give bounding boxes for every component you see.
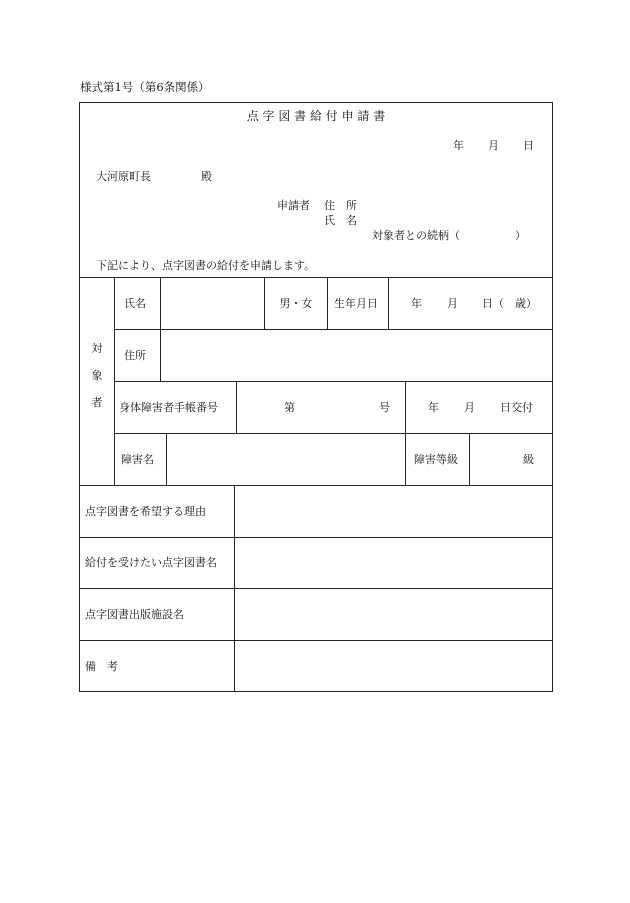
target-address-field[interactable] (161, 330, 552, 380)
date-month-label: 月 (488, 139, 499, 152)
target-name-label: 氏名 (124, 297, 146, 310)
book-title-field[interactable] (235, 538, 552, 587)
form-id: 様式第1号（第6条関係） (80, 80, 210, 94)
handbook-number-label: 身体障害者手帳番号 (119, 401, 218, 414)
applicant-label: 申請者 (277, 199, 310, 212)
birth-date-label: 生年月日 (334, 297, 378, 310)
handbook-number-prefix: 第 (284, 401, 295, 414)
publisher-label: 点字図書出版施設名 (85, 608, 184, 621)
birth-month-label: 月 (447, 297, 458, 310)
target-section-label: 対 象 者 (91, 342, 103, 409)
disability-grade-field[interactable] (470, 434, 552, 484)
divider (264, 277, 265, 329)
applicant-relation-label: 対象者との続柄（ ） (372, 229, 526, 242)
addressee-honorific: 殿 (201, 170, 212, 183)
applicant-address-label: 住 所 (324, 199, 357, 212)
form-title: 点 字 図 書 給 付 申 請 書 (246, 109, 386, 123)
statement-text: 下記により、点字図書の給付を申請します。 (96, 259, 316, 272)
gender-selector[interactable]: 男・女 (279, 297, 313, 310)
publisher-field[interactable] (235, 589, 552, 639)
applicant-name-label: 氏 名 (324, 214, 357, 227)
disability-name-label: 障害名 (121, 453, 154, 466)
date-year-label: 年 (453, 139, 464, 152)
divider (114, 277, 115, 485)
issue-year-label: 年 (428, 401, 439, 414)
addressee-name: 大河原町長 (96, 170, 151, 183)
reason-field[interactable] (235, 486, 552, 536)
remarks-label: 備 考 (85, 660, 118, 673)
issue-month-label: 月 (464, 401, 475, 414)
target-name-field[interactable] (161, 278, 263, 328)
book-title-label: 給付を受けたい点字図書名 (85, 556, 217, 569)
handbook-number-suffix: 号 (379, 401, 390, 414)
grade-suffix: 級 (523, 453, 534, 466)
issue-day-label: 日交付 (500, 401, 533, 414)
divider (327, 277, 328, 329)
date-day-label: 日 (523, 139, 534, 152)
birth-day-age-label: 日（ 歳） (482, 297, 537, 310)
target-address-label: 住所 (124, 349, 146, 362)
remarks-field[interactable] (235, 641, 552, 691)
reason-label: 点字図書を希望する理由 (85, 505, 206, 518)
disability-name-field[interactable] (167, 434, 404, 484)
disability-grade-label: 障害等級 (414, 453, 458, 466)
birth-year-label: 年 (411, 297, 422, 310)
